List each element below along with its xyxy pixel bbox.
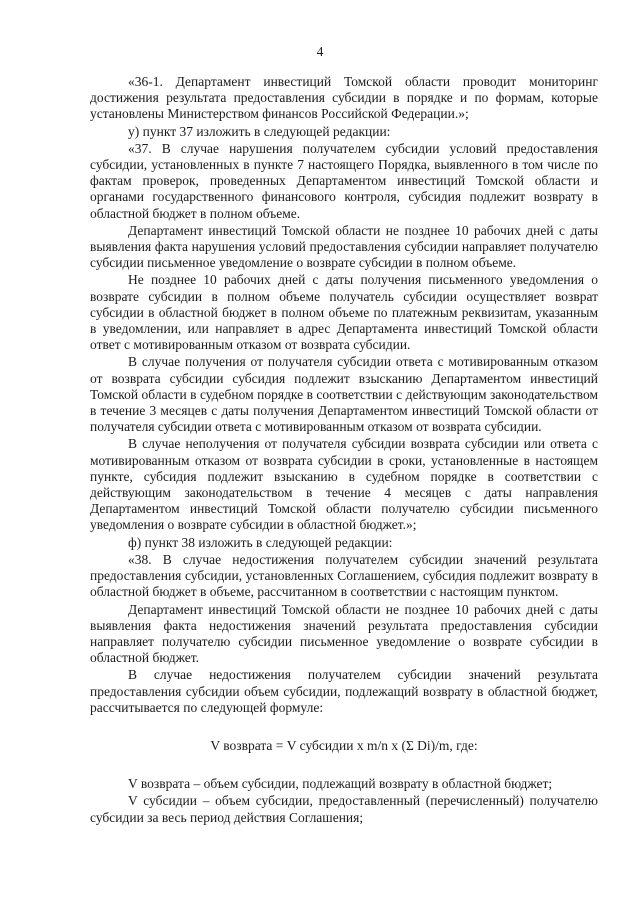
paragraph-38: «38. В случае недостижения получателем субсидии значений результата предоставления субсидии, установленных Соглашением, субсидия подлежит возврату в областной бюджет в объеме, рассчитанном в соответствии с настоящим пунктом. bbox=[90, 551, 598, 600]
formula: V возврата = V субсидии x m/n x (Σ Di)/m, где: bbox=[210, 737, 478, 753]
document-body bbox=[90, 74, 598, 827]
page-number: 4 bbox=[316, 44, 324, 59]
paragraph-non-receipt: В случае неполучения от получателя субсидии возврата субсидии или ответа с мотивированным отказом от возврата субсидии в сроки, установленные в настоящем пункте, субсидия подлежит взысканию в судебном порядке в соответствии с действующим законодательством в течение 4 месяцев с даты направления Департаментом инвестиций Томской области получателю субсидии письменного уведомления о возврате субсидии в областной бюджет.»; bbox=[90, 436, 598, 533]
definition-v-subsidy: V субсидии – объем субсидии, предоставленный (перечисленный) получателю субсидии за весь период действия Соглашения; bbox=[90, 793, 598, 825]
paragraph-refusal: В случае получения от получателя субсидии ответа с мотивированным отказом от возврата субсидии субсидия подлежит взысканию Департаментом инвестиций Томской области в судебном порядке в соответствии с действующим законодательством в течение 3 месяцев с даты получения Департаментом инвестиций Томской области от получателя субсидии ответа с мотивированным отказом от возврата субсидии. bbox=[90, 354, 598, 435]
paragraph-36-1: «36-1. Департамент инвестиций Томской области проводит мониторинг достижения результата предоставления субсидии в порядке и по формам, которые установлены Министерством финансов Российской Федерации.»; bbox=[90, 74, 598, 122]
paragraph-37: «37. В случае нарушения получателем субсидии условий предоставления субсидии, установленных в пункте 7 настоящего Порядка, выявленного в том числе по фактам проверок, проведенных Департаментом инвестиций Томской области и органами государственного финансового контроля, субсидия подлежит возврату в областной бюджет в полном объеме. bbox=[90, 140, 598, 221]
paragraph-formula-intro: В случае недостижения получателем субсидии значений результата предоставления субсидии объем субсидии, подлежащий возврату в областной бюджет, рассчитывается по следующей формуле: bbox=[90, 667, 598, 715]
paragraph-notification: Департамент инвестиций Томской области не позднее 10 рабочих дней с даты выявления факта нарушения условий предоставления субсидии направляет получателю субсидии письменное уведомление о возврате субсидии в полном объеме. bbox=[90, 222, 598, 271]
definition-v-return: V возврата – объем субсидии, подлежащий возврату в областной бюджет; bbox=[128, 776, 553, 792]
paragraph-instruction-38: ф) пункт 38 изложить в следующей редакции: bbox=[128, 534, 393, 550]
paragraph-instruction-37: у) пункт 37 изложить в следующей редакции: bbox=[128, 123, 391, 139]
paragraph-non-achievement-notice: Департамент инвестиций Томской области не позднее 10 рабочих дней с даты выявления факта недостижения значений результата предоставления субсидии направляет получателю субсидии письменное уведомление о возврате субсидии в областной бюджет. bbox=[90, 601, 598, 666]
paragraph-return-deadline: Не позднее 10 рабочих дней с даты получения письменного уведомления о возврате субсидии в полном объеме получатель субсидии осуществляет возврат субсидии в областной бюджет в полном объеме по платежным реквизитам, указанным в уведомлении, или направляет в адрес Департамента инвестиций Томской области ответ с мотивированным отказом от возврата субсидии. bbox=[90, 272, 598, 353]
